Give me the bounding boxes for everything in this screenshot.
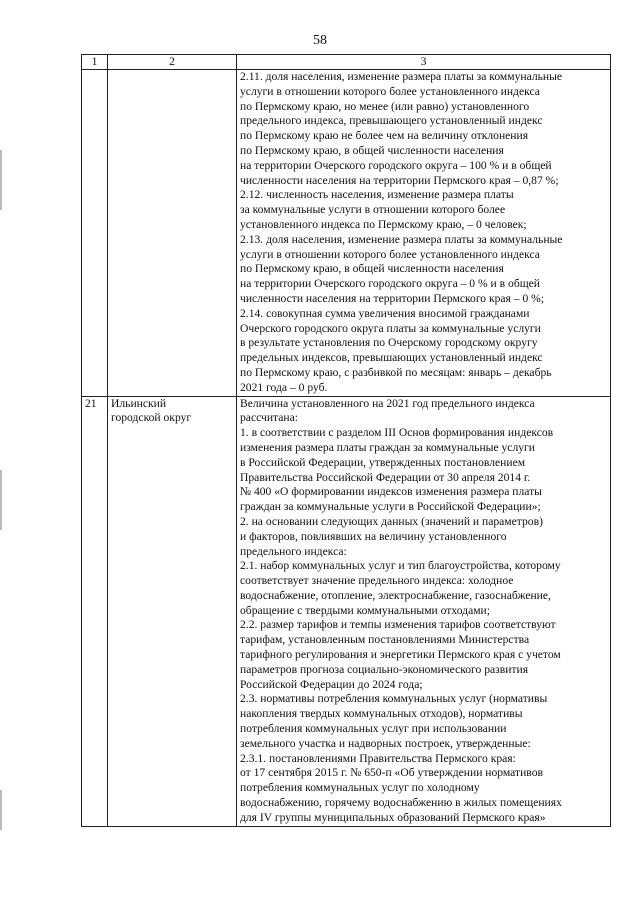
binding-mark (0, 150, 2, 210)
text-line: услуги в отношении которого более установленного индекса (240, 84, 540, 98)
text-line: тарифного регулирования и энергетики Пермского края с учетом (240, 648, 561, 662)
text-line: потребления коммунальных услуг по холодному (240, 781, 480, 795)
text-line: 2.13. доля населения, изменение размера платы за коммунальные (240, 232, 563, 246)
table-header-row (82, 55, 611, 70)
text-line: услуги в отношении которого более установленного индекса (240, 247, 540, 261)
text-line: соответствует значение предельного индекса: холодное (240, 574, 514, 588)
page-number: 58 (313, 33, 327, 48)
text-line: предельного индекса: (240, 544, 347, 558)
text-line: по Пермскому краю не более чем на величину отклонения (240, 129, 529, 143)
header-col-1: 1 (82, 55, 108, 70)
text-line: № 400 «О формировании индексов изменения размера платы (240, 485, 542, 499)
text-line: Правительства Российской Федерации от 30 апреля 2014 г. (240, 470, 531, 484)
text-line: в Российской Федерации, утвержденных постановлением (240, 455, 526, 469)
text-line: по Пермскому краю, с разбивкой по месяцам: январь – декабрь (240, 365, 552, 379)
text-line: изменения размера платы граждан за коммунальные услуги (240, 440, 535, 454)
text-line: по Пермскому краю, в общей численности населения (240, 262, 504, 276)
text-line: по Пермскому краю, в общей численности населения (240, 143, 504, 157)
table-row-21 (82, 396, 611, 826)
text-line: Российской Федерации до 2024 года; (240, 677, 423, 691)
binding-mark (0, 790, 2, 830)
table-row-continuation (82, 70, 611, 397)
text-line: городской округ (111, 411, 192, 425)
municipality-cell (108, 70, 237, 397)
text-line: 2.3. нормативы потребления коммунальных услуг (нормативы (240, 692, 548, 706)
text-line: Ильинский (111, 396, 167, 410)
text-line: потребления коммунальных услуг при использовании (240, 722, 507, 736)
binding-mark (0, 470, 2, 530)
text-line: предельных индексов, превышающих установленный индекс (240, 351, 543, 365)
text-line: 2021 года – 0 руб. (240, 380, 328, 394)
text-line: водоснабжение, отопление, электроснабжение, газоснабжение, (240, 588, 551, 602)
text-line: тарифам, установленным постановлениями Министерства (240, 633, 530, 647)
text-line: от 17 сентября 2015 г. № 650-п «Об утверждении нормативов (240, 766, 543, 780)
text-line: 1. в соответствии с разделом III Основ формирования индексов (240, 426, 554, 440)
text-line: численности населения на территории Пермского края – 0,87 %; (240, 173, 559, 187)
text-line: на территории Очерского городского округа – 100 % и в общей (240, 158, 552, 172)
header-col-2: 2 (108, 55, 237, 70)
text-line: 2.1. набор коммунальных услуг и тип благоустройства, которому (240, 559, 561, 573)
text-line: за коммунальные услуги в отношении которого более (240, 203, 506, 217)
text-line: установленного индекса по Пермскому краю, – 0 человек; (240, 217, 527, 231)
text-line: параметров прогноза социально-экономического развития (240, 662, 529, 676)
text-line: по Пермскому краю, но менее (или равно) установленного (240, 99, 530, 113)
text-line: накопления твердых коммунальных отходов), нормативы (240, 707, 523, 721)
text-line: земельного участка и надворных построек, утвержденные: (240, 736, 531, 750)
description-cell (237, 70, 611, 397)
text-line: 2.3.1. постановлениями Правительства Пермского края: (240, 751, 516, 765)
text-line: граждан за коммунальные услуги в Российской Федерации»; (240, 500, 541, 514)
municipality-cell (108, 396, 237, 826)
text-line: в результате установления по Очерскому городскому округу (240, 336, 538, 350)
text-line: 2.2. размер тарифов и темпы изменения тарифов соответствуют (240, 618, 556, 632)
row-number-cell: 21 (82, 396, 108, 826)
text-line: обращение с твердыми коммунальными отходами; (240, 603, 490, 617)
text-line: численности населения на территории Пермского края – 0 %; (240, 291, 545, 305)
text-line: для IV группы муниципальных образований Пермского края» (240, 810, 546, 824)
text-line: Величина установленного на 2021 год предельного индекса (240, 396, 535, 410)
text-line: 2.12. численность населения, изменение размера платы (240, 188, 514, 202)
text-line: на территории Очерского городского округа – 0 % и в общей (240, 277, 541, 291)
text-line: водоснабжению, горячему водоснабжению в жилых помещениях (240, 796, 562, 810)
description-cell (237, 396, 611, 826)
text-line: Очерского городского округа платы за коммунальные услуги (240, 321, 541, 335)
row-number-cell (82, 70, 108, 397)
text-line: 2. на основании следующих данных (значений и параметров) (240, 514, 543, 528)
text-line: 2.14. совокупная сумма увеличения вносимой гражданами (240, 306, 530, 320)
text-line: и факторов, повлиявших на величину установленного (240, 529, 507, 543)
index-table (81, 54, 611, 827)
header-col-3: 3 (237, 55, 611, 70)
text-line: предельного индекса, превышающего установленный индекс (240, 114, 543, 128)
text-line: рассчитана: (240, 411, 298, 425)
text-line: 2.11. доля населения, изменение размера платы за коммунальные (240, 70, 563, 83)
